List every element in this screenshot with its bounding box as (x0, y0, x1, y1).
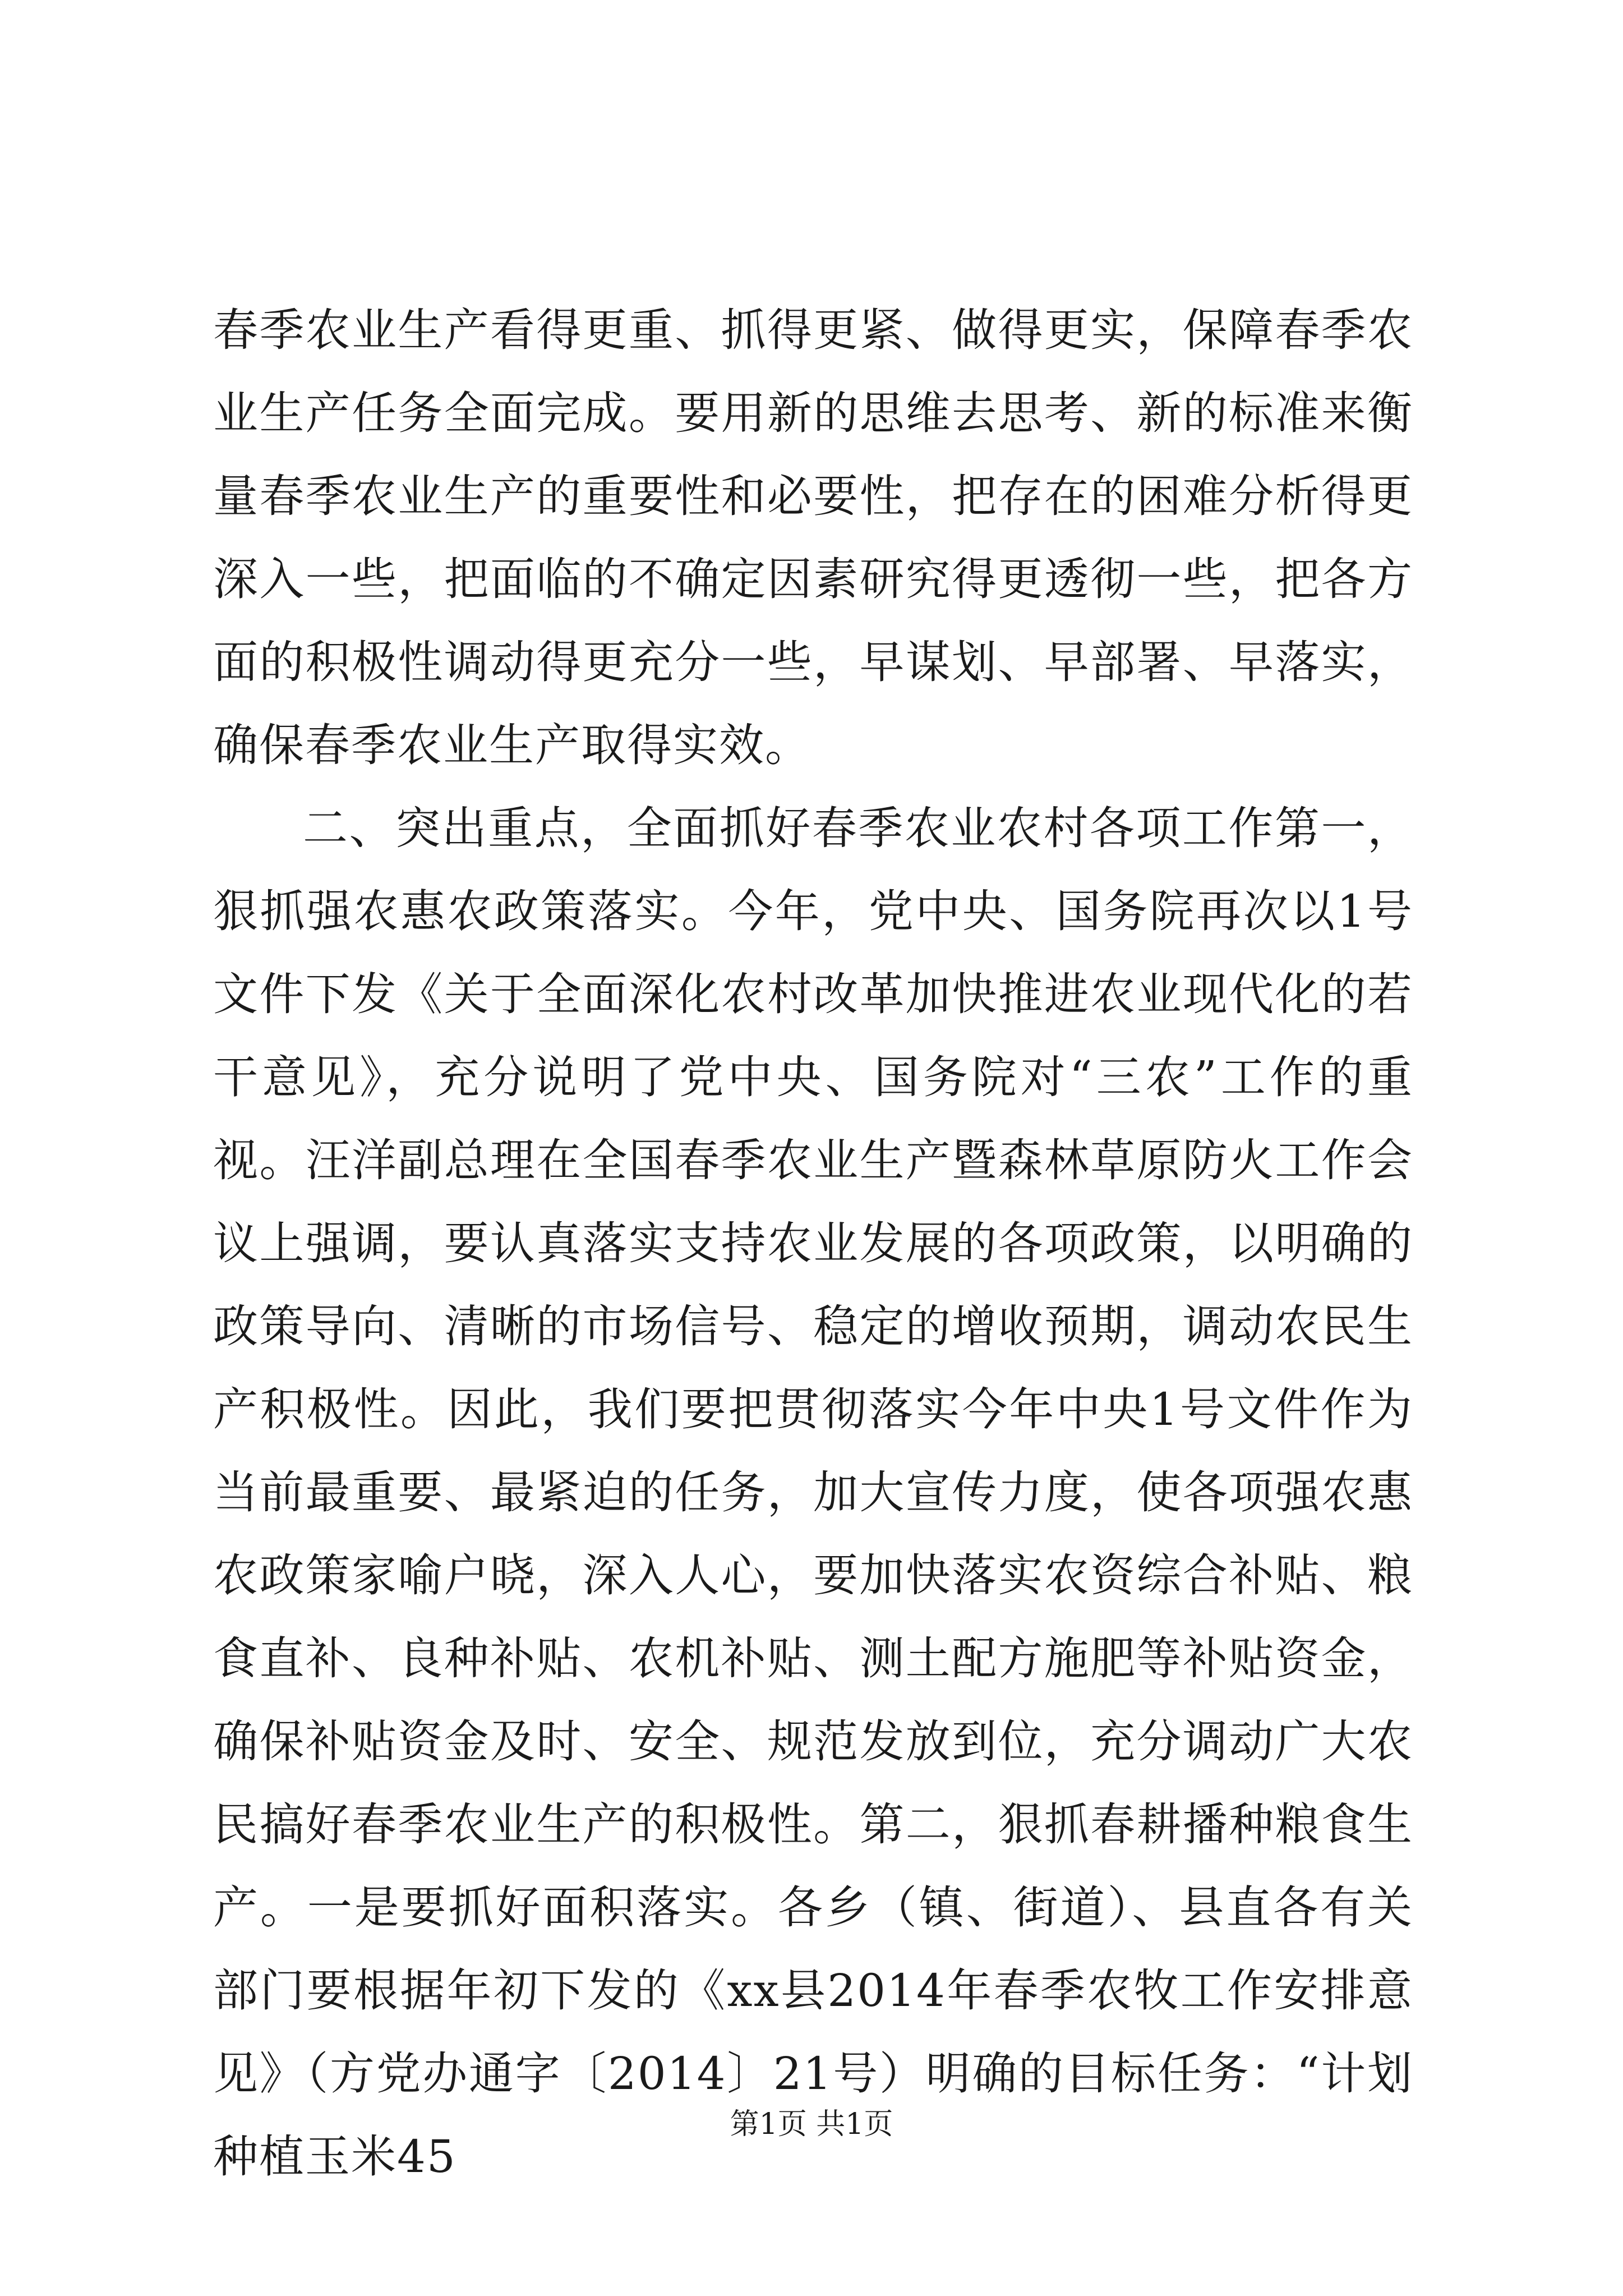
document-body (213, 289, 1413, 2198)
paragraph-1: 春季农业生产看得更重、抓得更紧、做得更实，保障春季农业生产任务全面完成。要用新的思维去思考、新的标准来衡量春季农业生产的重要性和必要性，把存在的困难分析得更深入一些，把面临的不确定因素研究得更透彻一些，把各方面的积极性调动得更充分一些，早谋划、早部署、早落实，确保春季农业生产取得实效。 (213, 304, 1413, 771)
page-footer: 第1页 共1页 (730, 2108, 893, 2141)
paragraph-2: 二、突出重点，全面抓好春季农业农村各项工作第一，狠抓强农惠农政策落实。今年，党中央、国务院再次以1号文件下发《关于全面深化农村改革加快推进农业现代化的若干意见》，充分说明了党中央、国务院对“三农”工作的重视。汪洋副总理在全国春季农业生产暨森林草原防火工作会议上强调，要认真落实支持农业发展的各项政策，以明确的政策导向、清晰的市场信号、稳定的增收预期，调动农民生产积极性。因此，我们要把贯彻落实今年中央1号文件作为当前最重要、最紧迫的任务，加大宣传力度，使各项强农惠农政策家喻户晓，深入人心，要加快落实农资综合补贴、粮食直补、良种补贴、农机补贴、测土配方施肥等补贴资金，确保补贴资金及时、安全、规范发放到位，充分调动广大农民搞好春季农业生产的积极性。第二，狠抓春耕播种粮食生产。一是要抓好面积落实。各乡（镇、街道）、县直各有关部门要根据年初下发的《xx县2014年春季农牧工作安排意见》（方党办通字〔2014〕21号）明确的目标任务：“计划种植玉米45 (213, 802, 1413, 2183)
